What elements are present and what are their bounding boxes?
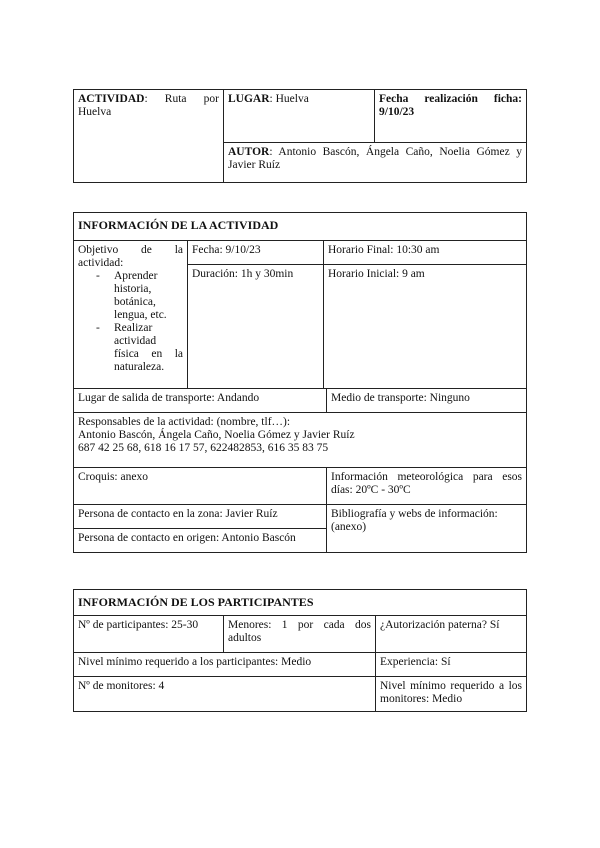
lugar-value: : Huelva: [269, 93, 309, 105]
num-participantes-cell: Nº de participantes: 25-30: [74, 616, 224, 653]
activity-section-title: INFORMACIÓN DE LA ACTIVIDAD: [74, 213, 527, 241]
horario-inicial-cell: Horario Inicial: 9 am: [324, 265, 527, 389]
fecha-ficha-cell: [375, 90, 527, 143]
horario-final-cell: Horario Final: 10:30 am: [324, 241, 527, 265]
list-item: - Aprender historia, botánica, lengua, etc.: [114, 270, 183, 322]
objetivo-label: Objetivo de la actividad:: [78, 244, 183, 269]
nivel-monitores-cell: Nivel mínimo requerido a los monitores: Medio: [376, 677, 527, 712]
lugar-cell: [224, 90, 375, 143]
responsables-cell: [74, 413, 527, 468]
autor-label: AUTOR: [228, 146, 270, 158]
responsables-names: Antonio Bascón, Ángela Caño, Noelia Gómez y Javier Ruíz: [78, 429, 355, 441]
contacto-origen-cell: Persona de contacto en origen: Antonio Bascón: [74, 529, 327, 553]
activity-table: [73, 212, 527, 553]
autor-cell: [224, 143, 527, 183]
actividad-cell: [74, 90, 224, 183]
list-item: - Realizar actividad física en la naturaleza.: [114, 322, 183, 374]
contacto-zona-cell: Persona de contacto en la zona: Javier Ruíz: [74, 505, 327, 529]
actividad-label: ACTIVIDAD: [78, 93, 145, 105]
objetivo-cell: [74, 241, 188, 389]
responsables-phones: 687 42 25 68, 618 16 17 57, 622482853, 616 35 83 75: [78, 442, 329, 454]
fecha-ficha: Fecha realización ficha: 9/10/23: [379, 93, 522, 118]
meteo-cell: Información meteorológica para esos días: 20ºC - 30ºC: [327, 468, 527, 505]
lugar-label: LUGAR: [228, 93, 270, 105]
header-table: [73, 89, 527, 183]
participants-section-title: INFORMACIÓN DE LOS PARTICIPANTES: [74, 590, 527, 616]
croquis-cell: Croquis: anexo: [74, 468, 327, 505]
experiencia-cell: Experiencia: Sí: [376, 653, 527, 677]
duracion-cell: Duración: 1h y 30min: [188, 265, 324, 389]
num-monitores-cell: Nº de monitores: 4: [74, 677, 376, 712]
nivel-minimo-cell: Nivel mínimo requerido a los participantes: Medio: [74, 653, 376, 677]
actividad-value: : Ruta por Huelva: [78, 93, 219, 118]
autor-value: : Antonio Bascón, Ángela Caño, Noelia Gómez y Javier Ruíz: [228, 146, 522, 171]
responsables-label: Responsables de la actividad: (nombre, tlf…):: [78, 416, 291, 428]
bibliografia-cell: Bibliografía y webs de información: (anexo): [327, 505, 527, 553]
objetivos-list: [78, 270, 183, 374]
autorizacion-cell: ¿Autorización paterna? Sí: [376, 616, 527, 653]
fecha-cell: Fecha: 9/10/23: [188, 241, 324, 265]
menores-cell: Menores: 1 por cada dos adultos: [224, 616, 376, 653]
participants-table: [73, 589, 527, 712]
medio-transporte-cell: Medio de transporte: Ninguno: [327, 389, 527, 413]
lugar-salida-cell: Lugar de salida de transporte: Andando: [74, 389, 327, 413]
